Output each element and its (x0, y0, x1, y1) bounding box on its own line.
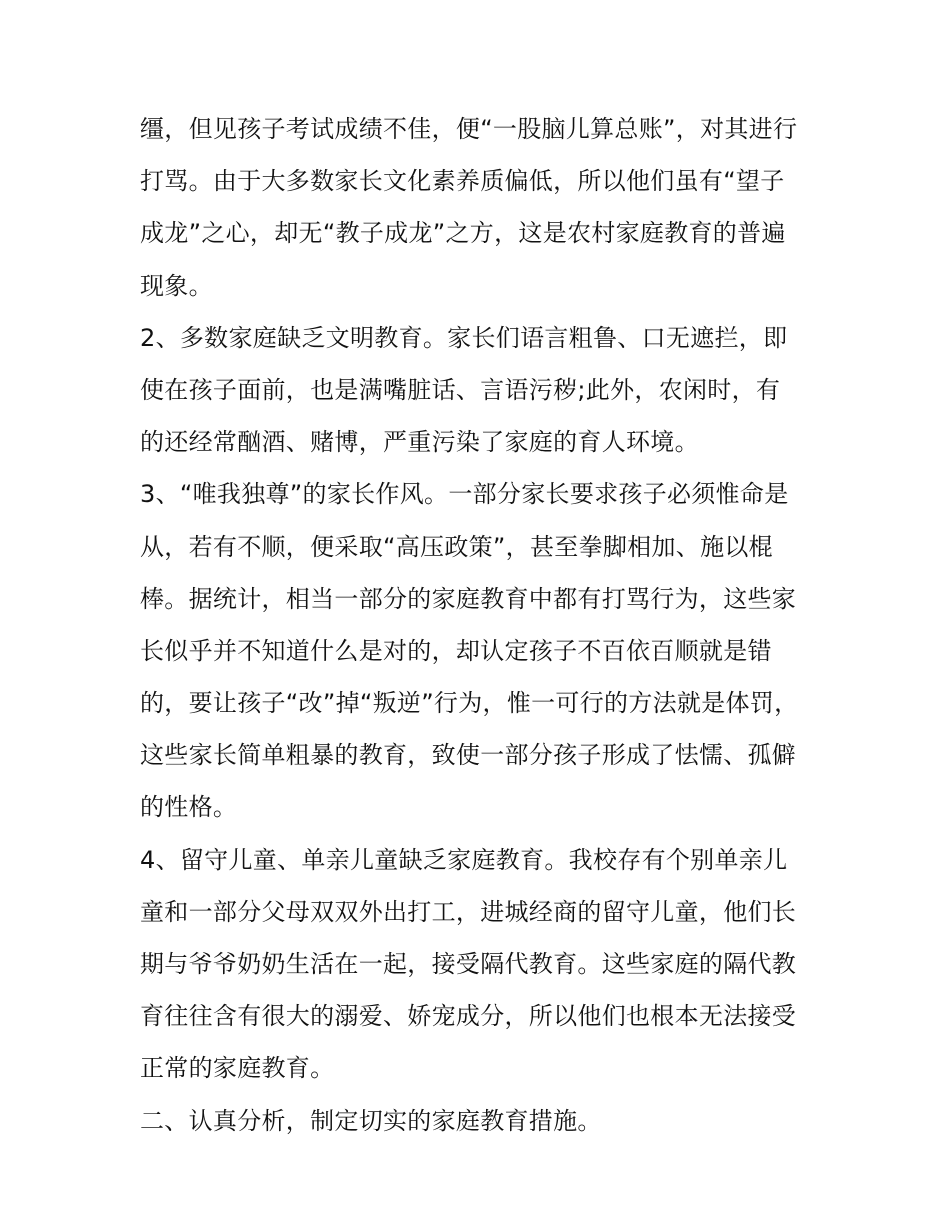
text-line: 这些家长简单粗暴的教育，致使一部分孩子形成了怯懦、孤僻 (140, 741, 797, 770)
document-body (140, 103, 820, 1147)
text-line: 从，若有不顺，便采取“高压政策”，甚至拳脚相加、施以棍 (140, 532, 773, 561)
text-line: 童和一部分父母双双外出打工，进城经商的留守儿童，他们长 (140, 897, 797, 926)
text-line: 的，要让孩子“改”掉“叛逆”行为，惟一可行的方法就是体罚， (140, 689, 799, 718)
text-line: 缰，但见孩子考试成绩不佳，便“一股脑儿算总账”，对其进行 (140, 115, 798, 143)
text-line: 正常的家庭教育。 (140, 1054, 335, 1083)
text-line: 使在孩子面前，也是满嘴脏话、言语污秽;此外，农闲时，有 (140, 375, 781, 404)
text-line: 棒。据统计，相当一部分的家庭教育中都有打骂行为，这些家 (140, 584, 797, 613)
text-line: 4、留守儿童、单亲儿童缺乏家庭教育。我校存有个别单亲儿 (140, 845, 788, 874)
text-line: 长似乎并不知道什么是对的，却认定孩子不百依百顺就是错 (140, 636, 772, 665)
section-heading: 二、认真分析，制定切实的家庭教育措施。 (140, 1106, 602, 1135)
text-line: 的性格。 (140, 793, 238, 822)
text-line: 育往往含有很大的溺爱、娇宠成分，所以他们也根本无法接受 (140, 1002, 797, 1031)
text-line: 成龙”之心，却无“教子成龙”之方，这是农村家庭教育的普遍 (140, 219, 786, 248)
text-line: 现象。 (140, 271, 213, 300)
text-line: 3、“唯我独尊”的家长作风。一部分家长要求孩子必须惟命是 (140, 480, 789, 509)
text-line: 2、多数家庭缺乏文明教育。家长们语言粗鲁、口无遮拦，即 (140, 323, 788, 352)
text-line: 打骂。由于大多数家长文化素养质偏低，所以他们虽有“望子 (140, 167, 785, 196)
text-line: 的还经常酗酒、赌博，严重污染了家庭的育人环境。 (140, 428, 699, 457)
text-line: 期与爷爷奶奶生活在一起，接受隔代教育。这些家庭的隔代教 (140, 950, 797, 978)
